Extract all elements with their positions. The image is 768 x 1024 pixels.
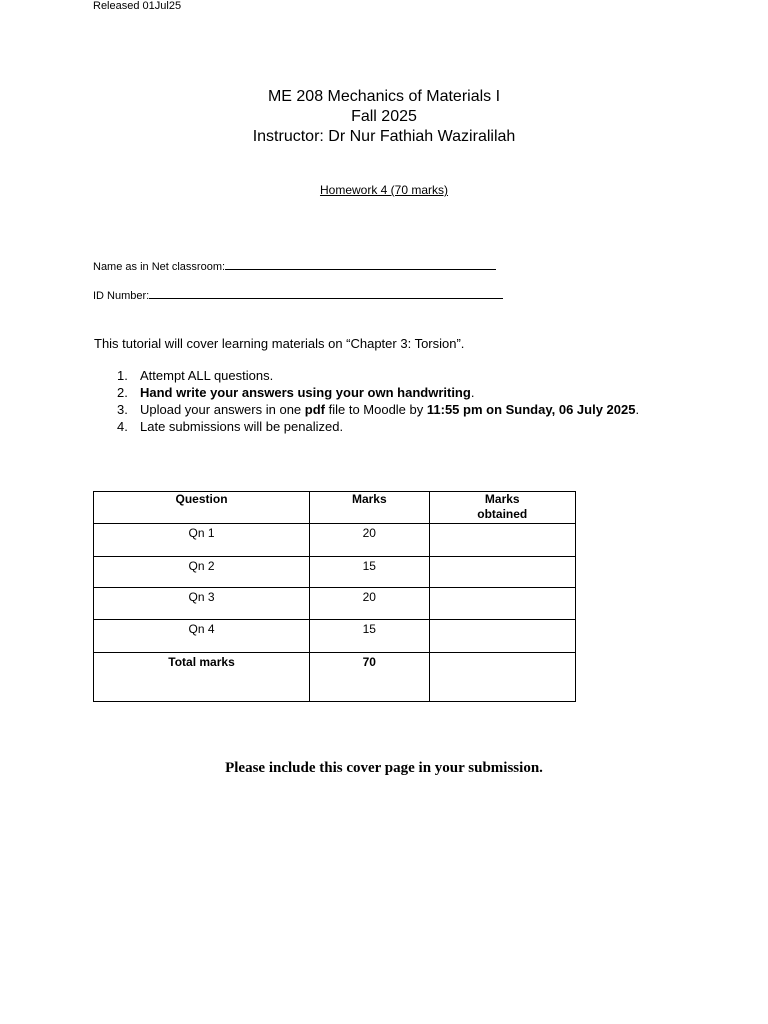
term-title: Fall 2025 <box>351 108 417 125</box>
name-field <box>93 259 496 273</box>
name-label: Name as in Net classroom: <box>93 261 226 273</box>
cell-question: Qn 3 <box>94 588 310 620</box>
list-item: 1. Attempt ALL questions. <box>117 368 274 383</box>
name-line <box>225 259 496 270</box>
table-header-row <box>94 492 576 524</box>
list-item: 2. Hand write your answers using your own handwriting. <box>117 385 475 400</box>
total-row <box>94 653 576 702</box>
instructions-list <box>117 367 639 435</box>
header-marks-obtained: Marks obtained <box>429 492 575 524</box>
table-row <box>94 524 576 557</box>
cell-marks: 20 <box>310 588 430 620</box>
instructor-title: Instructor: Dr Nur Fathiah Waziralilah <box>252 128 516 145</box>
homework-title: Homework 4 (70 marks) <box>319 183 449 197</box>
id-line <box>149 288 503 299</box>
course-title: ME 208 Mechanics of Materials I <box>267 88 501 105</box>
header-marks: Marks <box>310 492 430 524</box>
id-field <box>93 288 503 302</box>
total-label: Total marks <box>94 653 310 702</box>
total-marks: 70 <box>310 653 430 702</box>
marks-table <box>93 491 576 702</box>
cell-obtained[interactable] <box>429 620 575 653</box>
cell-obtained[interactable] <box>429 524 575 557</box>
cell-marks: 15 <box>310 557 430 588</box>
cell-marks: 15 <box>310 620 430 653</box>
id-label: ID Number: <box>93 290 150 302</box>
cell-obtained[interactable] <box>429 557 575 588</box>
cell-question: Qn 4 <box>94 620 310 653</box>
total-obtained[interactable] <box>429 653 575 702</box>
table-row <box>94 557 576 588</box>
cell-question: Qn 2 <box>94 557 310 588</box>
footer-note: Please include this cover page in your submission. <box>225 760 543 776</box>
table-row <box>94 620 576 653</box>
title-block <box>0 87 768 147</box>
list-item: 3. Upload your answers in one pdf file to Moodle by 11:55 pm on Sunday, 06 July 2025. <box>117 402 640 417</box>
table-row <box>94 588 576 620</box>
intro-text: This tutorial will cover learning materials on “Chapter 3: Torsion”. <box>94 336 465 351</box>
cell-question: Qn 1 <box>94 524 310 557</box>
list-item: 4. Late submissions will be penalized. <box>117 419 344 434</box>
header-question: Question <box>94 492 310 524</box>
cell-marks: 20 <box>310 524 430 557</box>
release-date: Released 01Jul25 <box>93 0 182 12</box>
cell-obtained[interactable] <box>429 588 575 620</box>
